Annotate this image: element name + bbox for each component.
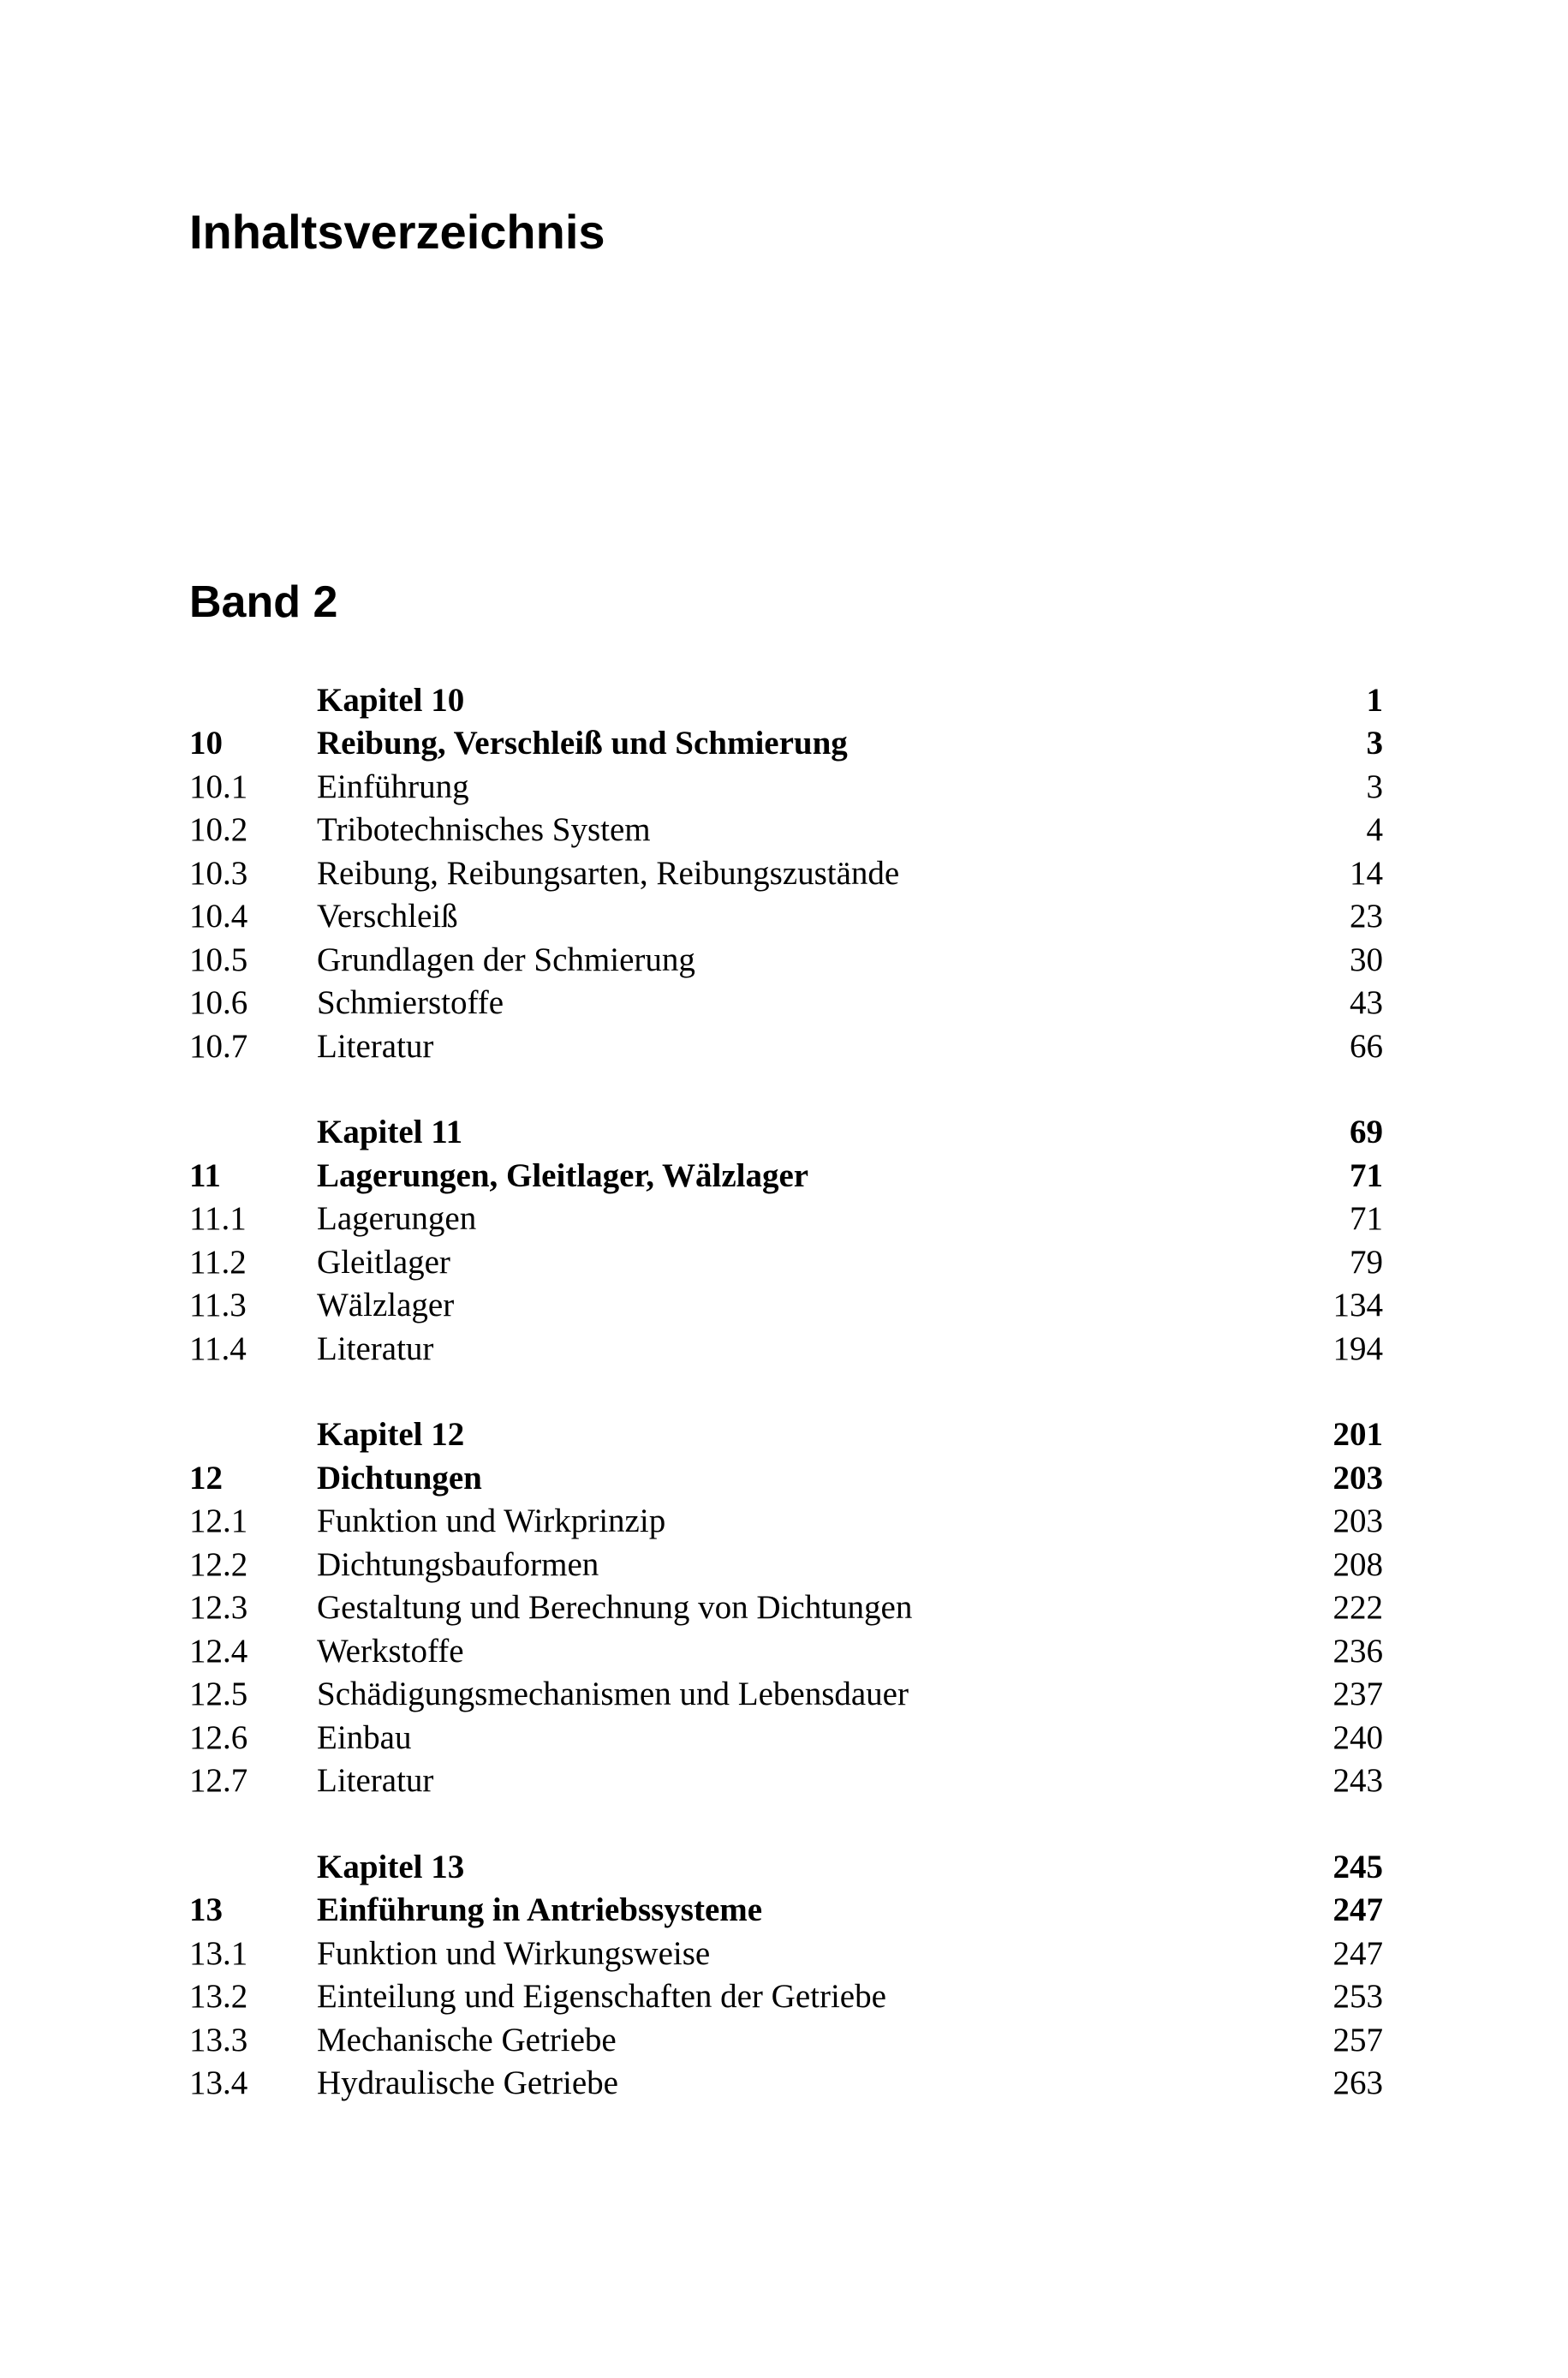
toc-page: 247 xyxy=(1333,1934,1383,1972)
toc-page: 66 xyxy=(1350,1027,1383,1065)
toc-label: Hydraulische Getriebe xyxy=(317,2064,618,2102)
toc-label: Einführung in Antriebssysteme xyxy=(317,1891,763,1929)
toc-entry[interactable] xyxy=(189,1240,1383,1284)
toc-entry[interactable] xyxy=(189,895,1383,939)
toc-page: 194 xyxy=(1333,1329,1383,1367)
chapter-header-row[interactable] xyxy=(189,1845,1383,1889)
toc-label: Werkstoffe xyxy=(317,1632,464,1670)
toc-page: 247 xyxy=(1333,1891,1383,1929)
toc-number: 10.1 xyxy=(189,768,248,805)
toc-label: Grundlagen der Schmierung xyxy=(317,941,695,978)
toc-label: Literatur xyxy=(317,1762,434,1800)
chapter-header-row[interactable] xyxy=(189,678,1383,722)
toc-page: 69 xyxy=(1350,1114,1383,1151)
toc-number: 10.4 xyxy=(189,898,248,935)
toc-page: 257 xyxy=(1333,2021,1383,2058)
toc-page: 3 xyxy=(1366,768,1383,805)
toc-number: 11.1 xyxy=(189,1200,247,1238)
toc-page: 236 xyxy=(1333,1632,1383,1670)
toc-number: 10 xyxy=(189,725,223,762)
toc-label: Reibung, Verschleiß und Schmierung xyxy=(317,725,848,762)
toc-label: Literatur xyxy=(317,1329,434,1367)
toc-page: 79 xyxy=(1350,1243,1383,1281)
toc-entry[interactable] xyxy=(189,1543,1383,1586)
toc-number: 12.3 xyxy=(189,1589,248,1627)
toc-page: 243 xyxy=(1333,1762,1383,1800)
toc-page: 3 xyxy=(1366,725,1383,762)
toc-page: 14 xyxy=(1350,854,1383,892)
toc-number: 13.4 xyxy=(189,2064,248,2102)
toc-entry[interactable] xyxy=(189,1673,1383,1717)
toc-number: 12.5 xyxy=(189,1676,248,1713)
toc-label: Funktion und Wirkprinzip xyxy=(317,1503,666,1540)
toc-label: Kapitel 12 xyxy=(317,1416,465,1454)
toc-label: Literatur xyxy=(317,1027,434,1065)
toc-number: 10.3 xyxy=(189,854,248,892)
toc-page: 240 xyxy=(1333,1718,1383,1756)
page-title: Inhaltsverzeichnis xyxy=(189,205,605,259)
toc-number: 11.3 xyxy=(189,1287,247,1324)
toc-entry[interactable] xyxy=(189,1975,1383,2019)
toc-label: Tribotechnisches System xyxy=(317,811,651,849)
toc-entry[interactable] xyxy=(189,1327,1383,1371)
toc-number: 13 xyxy=(189,1891,223,1929)
toc-page: 245 xyxy=(1333,1848,1383,1885)
toc-number: 10.7 xyxy=(189,1027,248,1065)
toc-label: Gleitlager xyxy=(317,1243,450,1281)
toc-label: Lagerungen xyxy=(317,1200,477,1238)
toc-number: 13.1 xyxy=(189,1934,248,1972)
toc-entry[interactable] xyxy=(189,1716,1383,1760)
toc-page: 23 xyxy=(1350,898,1383,935)
toc-page: 203 xyxy=(1333,1459,1383,1497)
toc-page: 4 xyxy=(1366,811,1383,849)
toc-label: Verschleiß xyxy=(317,898,458,935)
toc-label: Einführung xyxy=(317,768,469,805)
toc-label: Kapitel 13 xyxy=(317,1848,465,1885)
toc-label: Reibung, Reibungsarten, Reibungszustände xyxy=(317,854,900,892)
chapter-title-row[interactable] xyxy=(189,1456,1383,1500)
chapter-group xyxy=(189,678,1383,1068)
toc-entry[interactable] xyxy=(189,1284,1383,1328)
toc-page: 203 xyxy=(1333,1503,1383,1540)
toc-number: 12 xyxy=(189,1459,223,1497)
chapter-header-row[interactable] xyxy=(189,1111,1383,1155)
toc-entry[interactable] xyxy=(189,2018,1383,2062)
toc-entry[interactable] xyxy=(189,809,1383,852)
toc-label: Schmierstoffe xyxy=(317,984,504,1022)
toc-page: 222 xyxy=(1333,1589,1383,1627)
toc-number: 13.2 xyxy=(189,1978,248,2016)
toc-label: Gestaltung und Berechnung von Dichtungen xyxy=(317,1589,913,1627)
toc-number: 12.2 xyxy=(189,1545,248,1583)
toc-label: Kapitel 11 xyxy=(317,1114,463,1151)
toc-label: Dichtungen xyxy=(317,1459,482,1497)
chapter-title-row[interactable] xyxy=(189,1889,1383,1933)
chapter-title-row[interactable] xyxy=(189,1154,1383,1198)
toc-label: Kapitel 10 xyxy=(317,681,465,719)
toc-entry[interactable] xyxy=(189,1760,1383,1803)
toc-page: 71 xyxy=(1350,1200,1383,1238)
toc-page: 71 xyxy=(1350,1156,1383,1194)
toc-entry[interactable] xyxy=(189,1586,1383,1630)
toc-label: Wälzlager xyxy=(317,1287,455,1324)
toc-number: 11 xyxy=(189,1156,221,1194)
toc-label: Lagerungen, Gleitlager, Wälzlager xyxy=(317,1156,809,1194)
toc-page: 134 xyxy=(1333,1287,1383,1324)
toc-number: 12.7 xyxy=(189,1762,248,1800)
toc-entry[interactable] xyxy=(189,1629,1383,1673)
toc-number: 13.3 xyxy=(189,2021,248,2058)
toc-entry[interactable] xyxy=(189,1500,1383,1544)
toc-page: 263 xyxy=(1333,2064,1383,2102)
toc-number: 11.2 xyxy=(189,1243,247,1281)
chapter-title-row[interactable] xyxy=(189,722,1383,766)
toc-label: Dichtungsbauformen xyxy=(317,1545,599,1583)
toc-label: Mechanische Getriebe xyxy=(317,2021,617,2058)
toc-number: 10.2 xyxy=(189,811,248,849)
toc-label: Funktion und Wirkungsweise xyxy=(317,1934,711,1972)
toc-page: 253 xyxy=(1333,1978,1383,2016)
toc-page: 237 xyxy=(1333,1676,1383,1713)
toc-entry[interactable] xyxy=(189,1932,1383,1975)
toc-page: 30 xyxy=(1350,941,1383,978)
toc-page: 208 xyxy=(1333,1545,1383,1583)
toc-number: 10.5 xyxy=(189,941,248,978)
chapter-group xyxy=(189,1111,1383,1371)
table-of-contents xyxy=(189,678,1383,2148)
toc-number: 12.4 xyxy=(189,1632,248,1670)
toc-label: Schädigungsmechanismen und Lebensdauer xyxy=(317,1676,909,1713)
volume-heading: Band 2 xyxy=(189,577,338,627)
toc-entry[interactable] xyxy=(189,765,1383,809)
toc-page: 1 xyxy=(1366,681,1383,719)
toc-number: 10.6 xyxy=(189,984,248,1022)
toc-label: Einteilung und Eigenschaften der Getriebe xyxy=(317,1978,886,2016)
toc-number: 11.4 xyxy=(189,1329,247,1367)
toc-entry[interactable] xyxy=(189,982,1383,1025)
toc-entry[interactable] xyxy=(189,938,1383,982)
chapter-header-row[interactable] xyxy=(189,1413,1383,1457)
chapter-group xyxy=(189,1413,1383,1803)
toc-label: Einbau xyxy=(317,1718,412,1756)
toc-entry[interactable] xyxy=(189,2062,1383,2106)
toc-page: 201 xyxy=(1333,1416,1383,1454)
toc-entry[interactable] xyxy=(189,1025,1383,1068)
chapter-group xyxy=(189,1845,1383,2105)
toc-entry[interactable] xyxy=(189,851,1383,895)
toc-number: 12.6 xyxy=(189,1718,248,1756)
toc-entry[interactable] xyxy=(189,1198,1383,1241)
toc-number: 12.1 xyxy=(189,1503,248,1540)
toc-page: 43 xyxy=(1350,984,1383,1022)
